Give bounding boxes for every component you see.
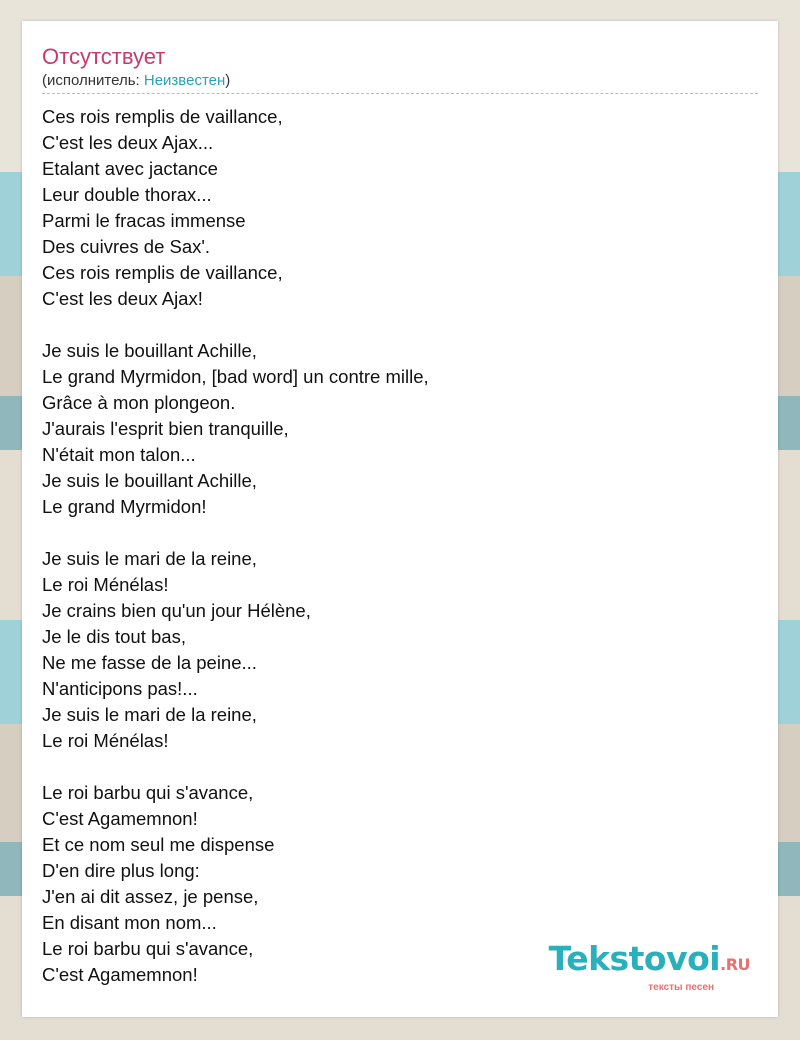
lyric-line (42, 312, 758, 338)
lyric-line: Parmi le fracas immense (42, 210, 246, 231)
lyric-line: Le roi Ménélas! (42, 574, 169, 595)
site-logo[interactable] (548, 939, 750, 993)
lyrics-card (22, 21, 778, 1017)
lyric-line: C'est les deux Ajax... (42, 132, 214, 153)
lyric-line: Je le dis tout bas, (42, 626, 186, 647)
lyric-line: Leur double thorax... (42, 184, 212, 205)
lyric-line: Le grand Myrmidon! (42, 496, 207, 517)
lyric-line: C'est Agamemnon! (42, 964, 198, 985)
lyric-line: J'aurais l'esprit bien tranquille, (42, 418, 289, 439)
lyric-line: N'était mon talon... (42, 444, 196, 465)
artist-line (42, 71, 758, 91)
artist-suffix: ) (225, 72, 231, 89)
lyric-line: C'est les deux Ajax! (42, 288, 203, 309)
lyric-line: Je crains bien qu'un jour Hélène, (42, 600, 311, 621)
lyric-line: Le roi Ménélas! (42, 730, 169, 751)
lyric-line: Ne me fasse de la peine... (42, 652, 257, 673)
logo-tagline: тексты песен (648, 982, 714, 993)
logo-tld: .RU (720, 955, 750, 974)
lyric-line: Ces rois remplis de vaillance, (42, 262, 283, 283)
lyric-line (42, 754, 758, 780)
lyric-line: C'est Agamemnon! (42, 808, 198, 829)
lyrics-text (42, 104, 758, 988)
lyric-line: Des cuivres de Sax'. (42, 236, 211, 257)
lyric-line: Grâce à mon plongeon. (42, 392, 236, 413)
lyric-line: Et ce nom seul me dispense (42, 834, 275, 855)
song-title: Отсутствует (42, 44, 166, 69)
lyric-line: J'en ai dit assez, je pense, (42, 886, 259, 907)
lyric-line: Le roi barbu qui s'avance, (42, 782, 254, 803)
lyric-line: Je suis le mari de la reine, (42, 548, 257, 569)
lyric-line: Ces rois remplis de vaillance, (42, 106, 283, 127)
lyric-line: En disant mon nom... (42, 912, 217, 933)
lyric-line: Le roi barbu qui s'avance, (42, 938, 254, 959)
artist-link[interactable]: Неизвестен (143, 72, 226, 89)
lyric-line: Je suis le bouillant Achille, (42, 470, 257, 491)
artist-prefix: (исполнитель: (42, 72, 144, 89)
logo-wordmark (548, 939, 750, 982)
lyric-line (42, 520, 758, 546)
lyric-line: N'anticipons pas!... (42, 678, 198, 699)
lyric-line: Je suis le mari de la reine, (42, 704, 257, 725)
lyric-line: Etalant avec jactance (42, 158, 218, 179)
lyric-line: D'en dire plus long: (42, 860, 200, 881)
logo-name: Tekstovoi (548, 939, 721, 978)
song-header (42, 43, 758, 94)
lyric-line: Le grand Myrmidon, [bad word] un contre mille, (42, 366, 429, 387)
lyric-line: Je suis le bouillant Achille, (42, 340, 257, 361)
